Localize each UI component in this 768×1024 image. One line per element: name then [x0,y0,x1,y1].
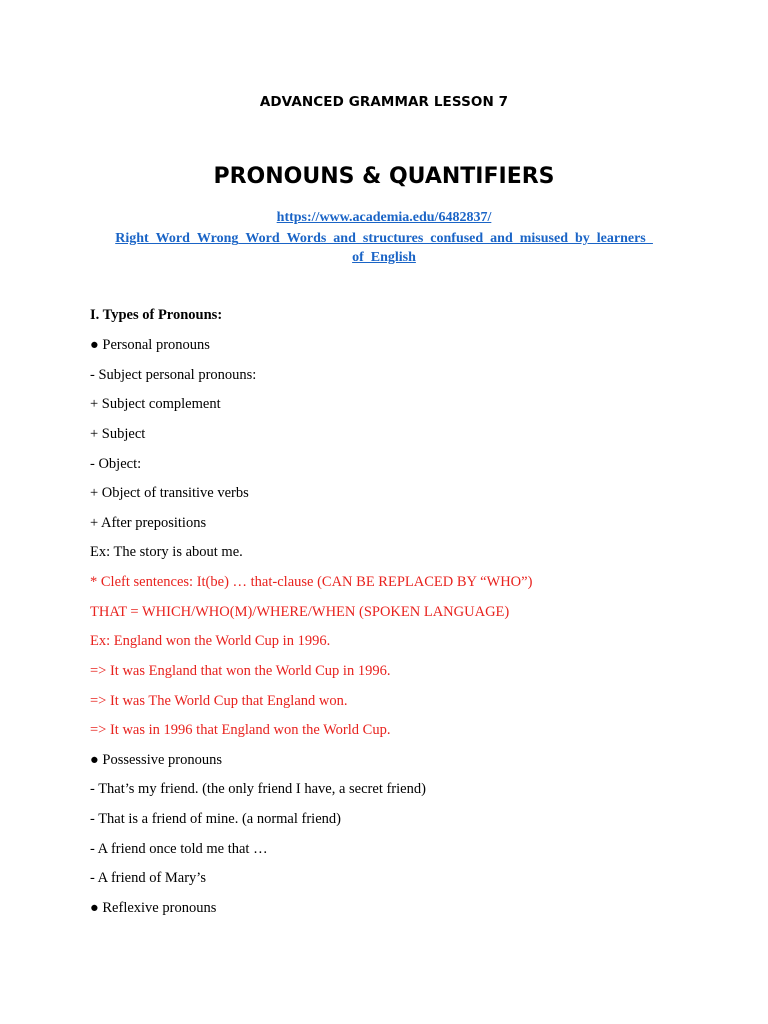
example-line: Ex: The story is about me. [90,544,243,560]
lesson-title: ADVANCED GRAMMAR LESSON 7 [259,94,509,110]
cleft-example-transform: => It was in 1996 that England won the World Cup. [90,722,391,738]
text-line: + Subject complement [90,396,221,412]
reference-link-line-2[interactable]: Right_Word_Wrong_Word_Words_and_structures_confused_and_misused_by_learners_ [115,231,653,246]
text-line: + Subject [90,426,146,442]
bullet-reflexive-pronouns: ● Reflexive pronouns [90,900,217,916]
bullet-possessive-pronouns: ● Possessive pronouns [90,752,223,768]
cleft-example: Ex: England won the World Cup in 1996. [90,633,331,649]
text-line: - Object: [90,456,142,472]
section-heading: I. Types of Pronouns: [90,307,223,323]
text-line: - That’s my friend. (the only friend I have, a secret friend) [90,781,426,797]
text-line: - A friend of Mary’s [90,870,206,886]
cleft-example-transform: => It was The World Cup that England won. [90,693,348,709]
text-line: - A friend once told me that … [90,841,268,857]
reference-link-line-1[interactable]: https://www.academia.edu/6482837/ [276,210,492,225]
reference-link-line-3[interactable]: of_English [352,250,416,265]
text-line: - Subject personal pronouns: [90,367,257,383]
text-line: - That is a friend of mine. (a normal friend) [90,811,341,827]
cleft-example-transform: => It was England that won the World Cup in 1996. [90,663,391,679]
cleft-sentence-rule: * Cleft sentences: It(be) … that-clause (CAN BE REPLACED BY “WHO”) [90,574,533,590]
text-line: + Object of transitive verbs [90,485,249,501]
bullet-personal-pronouns: ● Personal pronouns [90,337,210,353]
text-line: + After prepositions [90,515,207,531]
page-title: PRONOUNS & QUANTIFIERS [213,164,555,189]
cleft-sentence-note: THAT = WHICH/WHO(M)/WHERE/WHEN (SPOKEN LANGUAGE) [90,604,510,620]
